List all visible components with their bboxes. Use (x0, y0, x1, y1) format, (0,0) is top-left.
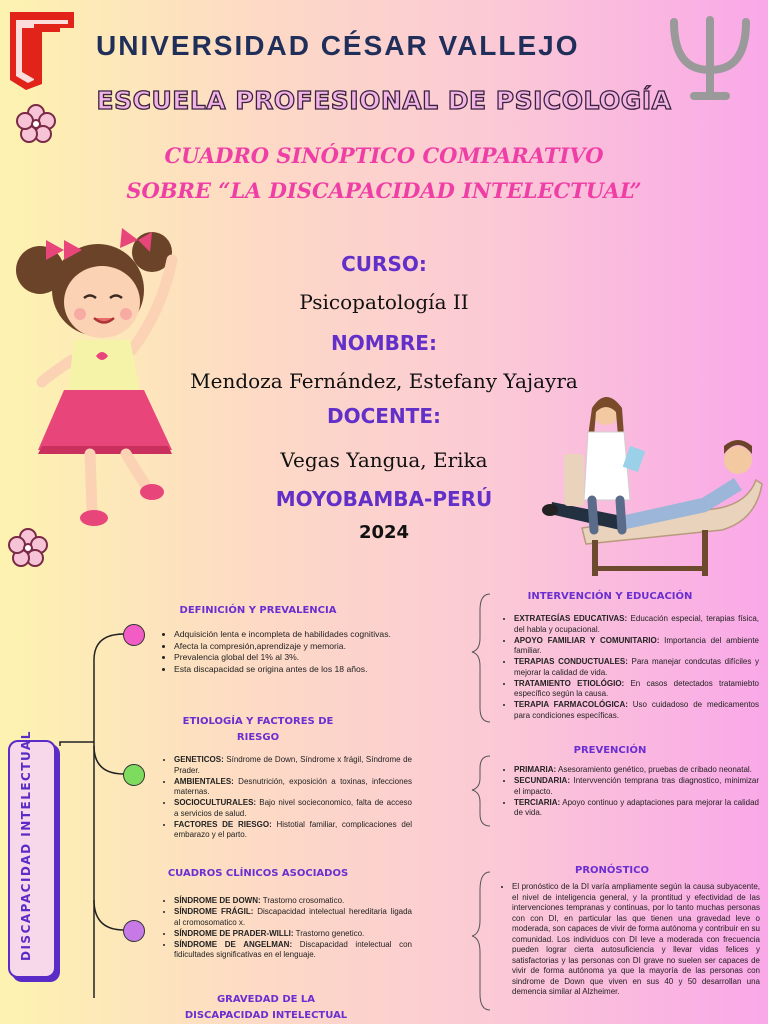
list-item: • GENETICOS: Síndrome de Down, Síndrome x frágil, Síndrome de Prader. (174, 755, 412, 776)
year-label: 2024 (358, 522, 410, 543)
node-dot-definicion (123, 624, 145, 646)
etiologia-list (160, 755, 412, 841)
list-item: • FACTORES DE RIESGO: Histotial familiar, complicaciones del embarazo y el parto. (174, 820, 412, 841)
brace-lines (470, 590, 500, 1020)
place-label: MOYOBAMBA-PERÚ (275, 487, 493, 511)
list-item: • TERCIARIA: Apoyo continuo y adaptaciones para mejorar la calidad de vida. (514, 798, 759, 819)
list-item: • Prevalencia global del 1% al 3%. (174, 652, 412, 663)
list-item: • Esta discapacidad se origina antes de los 18 años. (174, 664, 412, 675)
list-item: • SOCIOCULTURALES: Bajo nivel socieconomico, falta de acceso a servicios de salud. (174, 798, 412, 819)
cuadros-list (160, 896, 412, 961)
section-title-prevencion: PREVENCIÓN (573, 745, 647, 756)
list-item: • EXTRATEGÍAS EDUCATIVAS: Educación especial, terapias física, del habla y ocupacional. (514, 614, 759, 635)
section-title-gravedad: GRAVEDAD DE LA DISCAPACIDAD INTELECTUAL (184, 994, 348, 1021)
list-item: • APOYO FAMILIAR Y COMUNITARIO: Importancia del ambiente familiar. (514, 636, 759, 657)
prevencion-list (500, 765, 759, 819)
list-item: • SÍNDROME DE ANGELMAN: Discapacidad intelectual con fidicultades significativas en el lenguaje. (174, 940, 412, 961)
name-value: Mendoza Fernández, Estefany Yajayra (190, 369, 578, 393)
section-title-intervencion: INTERVENCIÓN Y EDUCACIÓN (527, 591, 693, 602)
list-item: • TRATAMIENTO ETIOLÓGIO: En casos detectados tratamiebto específico según la causa. (514, 679, 759, 700)
school-title: ESCUELA PROFESIONAL DE PSICOLOGÍA (96, 86, 672, 115)
list-item: • El pronóstico de la DI varía ampliamente según la causa subyacente, el nivel de inteligencia general, y la prontitud y efectividad de las intervenciones tempranas y continuas, por lo tanto muchas personas con con DI, en particular las que tienen una gravedad leve o moderada, son capaces de vivir de forma autónoma y contribuir en su comunidad. Los individuos con DI leve a moderada con frecuencia pueden lograr cierta autosuficiencia y llevar vidas felices y satisfactorias y las personas con DI grave no suelen ser capaces de vivir de forma autónoma ya que la mayoría de las personas con sindrome de Down que viven en sus 40 y 50 desarrollan una demencia similar al Alzheimer. (512, 882, 760, 998)
list-item: • AMBIENTALES: Desnutrición, exposición a toxinas, infecciones maternas. (174, 777, 412, 798)
teacher-label: DOCENTE: (327, 404, 441, 428)
node-dot-etiologia (123, 764, 145, 786)
list-item: • TERAPIAS CONDUCTUALES: Para manejar condcutas difíciles y mejorar la calidad de vida. (514, 657, 759, 678)
course-value: Psicopatología II (299, 290, 469, 314)
list-item: • SECUNDARIA: Intervvención temprana tras diagnostico, minimizar el impacto. (514, 776, 759, 797)
document-subtitle: CUADRO SINÓPTICO COMPARATIVO SOBRE “LA DISCAPACIDAD INTELECTUAL” (126, 143, 642, 203)
node-dot-cuadros (123, 920, 145, 942)
list-item: • SÍNDROME DE DOWN: Trastorno crosomatico. (174, 896, 412, 907)
section-title-pronostico: PRONÓSTICO (575, 865, 649, 876)
flower-icon (16, 104, 56, 144)
list-item: • SÍNDROME FRÁGIL: Discapacidad intelectual hereditaria ligada al cromosomatico x. (174, 907, 412, 928)
ucv-logo (6, 6, 78, 90)
name-label: NOMBRE: (331, 331, 437, 355)
intervencion-list (500, 614, 759, 722)
definicion-list (160, 629, 412, 675)
list-item: • SÍNDROME DE PRADER-WILLI: Trastorno genetico. (174, 929, 412, 940)
center-title: DISCAPACIDAD INTELECTUAL (19, 730, 33, 961)
list-item: • TERAPIA FARMACOLÓGICA: Uso cuidadoso de medicamentos para condiciones específicas. (514, 700, 759, 721)
list-item: • Adquisición lenta e incompleta de habilidades cognitivas. (174, 629, 412, 640)
girl-illustration (12, 210, 192, 540)
section-title-definicion: DEFINICIÓN Y PREVALENCIA (179, 605, 337, 616)
list-item: • PRIMARIA: Asesoramiento genético, pruebas de cribado neonatal. (514, 765, 759, 776)
pronostico-list (498, 882, 760, 998)
section-title-cuadros: CUADROS CLÍNICOS ASOCIADOS (167, 868, 349, 879)
section-title-etiologia: ETIOLOGÍA Y FACTORES DE RIESGO (182, 716, 334, 743)
teacher-value: Vegas Yangua, Erika (280, 448, 488, 472)
course-label: CURSO: (341, 252, 427, 276)
list-item: • Afecta la compresión,aprendizaje y memoria. (174, 641, 412, 652)
university-name: UNIVERSIDAD CÉSAR VALLEJO (96, 30, 580, 61)
therapy-illustration (542, 390, 768, 580)
